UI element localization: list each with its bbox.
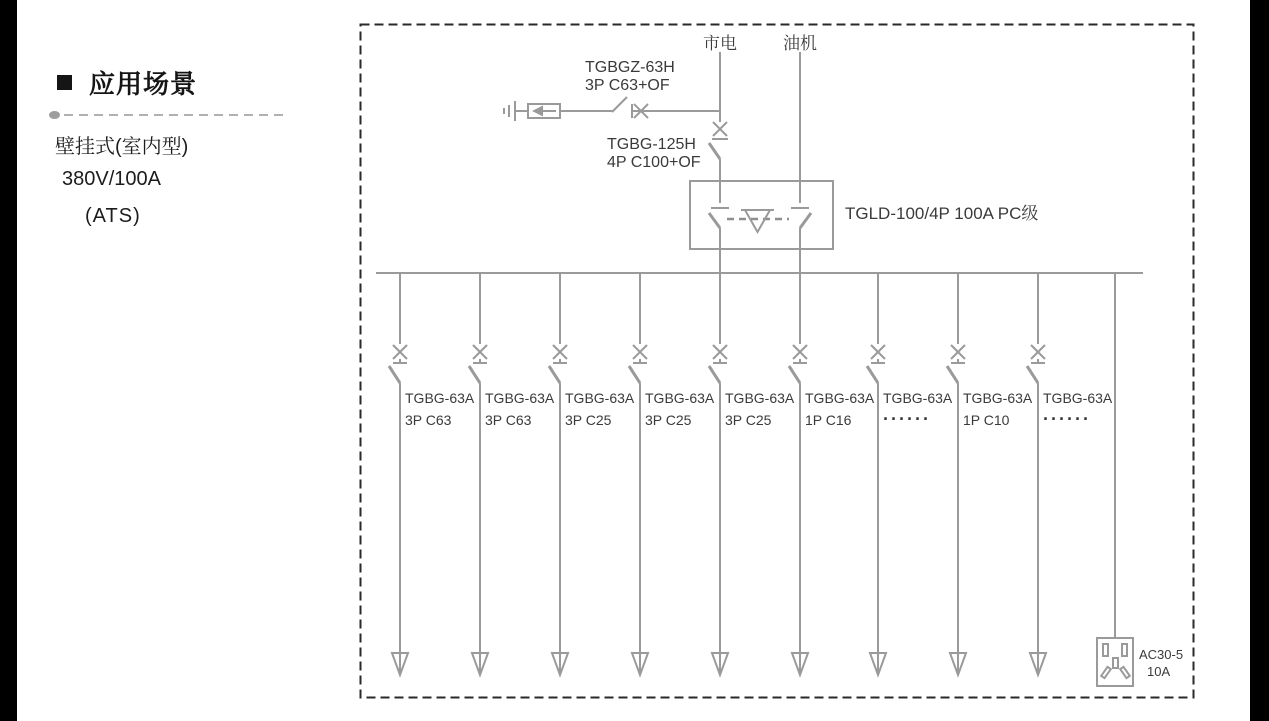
ground-icon [504, 101, 515, 121]
rating-text: 380V/100A [62, 168, 161, 190]
branch-model: TGBG-63A [883, 390, 953, 406]
branch-model: TGBG-63A [645, 390, 715, 406]
branch-spec-dots: ······ [1043, 409, 1091, 429]
ats-actuator-icon [741, 210, 774, 232]
branch-9 [1027, 273, 1113, 675]
branch-model: TGBG-63A [805, 390, 875, 406]
branch-5 [709, 273, 795, 675]
branch-spec: 3P C63 [405, 412, 452, 428]
branch-breaker-icon [549, 345, 567, 383]
branch-model: TGBG-63A [1043, 390, 1113, 406]
spd-breaker-icon [612, 97, 648, 118]
mount-type-text: 壁挂式(室内型) [55, 136, 189, 158]
section-heading-label: 应用场景 [89, 69, 198, 99]
branch-model: TGBG-63A [963, 390, 1033, 406]
socket-model: AC30-5 [1139, 647, 1184, 662]
main-breaker-icon [709, 122, 728, 159]
branch-model: TGBG-63A [405, 390, 475, 406]
ats-switch [690, 181, 1038, 273]
spd-breaker-spec: 3P C63+OF [585, 77, 670, 94]
branch-breaker-icon [629, 345, 647, 383]
diagram-dashed-border [361, 25, 1194, 698]
branch-breaker-icon [867, 345, 885, 383]
branch-spec: 3P C25 [725, 412, 772, 428]
branch-spec-dots: ······ [883, 409, 931, 429]
spd-branch [504, 59, 720, 121]
mains-source-label: 市电 [703, 34, 737, 53]
branch-8 [947, 273, 1033, 675]
ats-text: (ATS) [85, 205, 141, 227]
generator-source-label: 油机 [783, 34, 817, 53]
branch-7 [867, 273, 953, 675]
branch-breaker-icon [947, 345, 965, 383]
branch-spec: 3P C25 [565, 412, 612, 428]
main-breaker-spec: 4P C100+OF [607, 154, 701, 171]
surge-protector-icon [528, 104, 560, 118]
branch-model: TGBG-63A [485, 390, 555, 406]
branch-model: TGBG-63A [725, 390, 795, 406]
socket-branch [1097, 273, 1183, 686]
ats-mains-pole-icon [709, 208, 729, 228]
socket-rating: 10A [1147, 664, 1171, 679]
branch-breaker-icon [789, 345, 807, 383]
branch-spec: 1P C16 [805, 412, 852, 428]
branch-spec: 3P C25 [645, 412, 692, 428]
ats-label: TGLD-100/4P 100A PC级 [845, 204, 1039, 223]
spd-breaker-model: TGBGZ-63H [585, 59, 675, 76]
branch-3 [549, 273, 635, 675]
branch-spec: 3P C63 [485, 412, 532, 428]
branch-breaker-icon [709, 345, 727, 383]
branch-breaker-icon [1027, 345, 1045, 383]
branch-4 [629, 273, 715, 675]
branch-breaker-icon [389, 345, 407, 383]
main-breaker-model: TGBG-125H [607, 136, 696, 153]
branch-model: TGBG-63A [565, 390, 635, 406]
ats-generator-pole-icon [791, 208, 811, 228]
branch-spec: 1P C10 [963, 412, 1010, 428]
branch-6 [789, 273, 875, 675]
socket-icon [1097, 638, 1133, 686]
branch-breaker-icon [469, 345, 487, 383]
branch-1 [389, 273, 475, 675]
branch-2 [469, 273, 555, 675]
